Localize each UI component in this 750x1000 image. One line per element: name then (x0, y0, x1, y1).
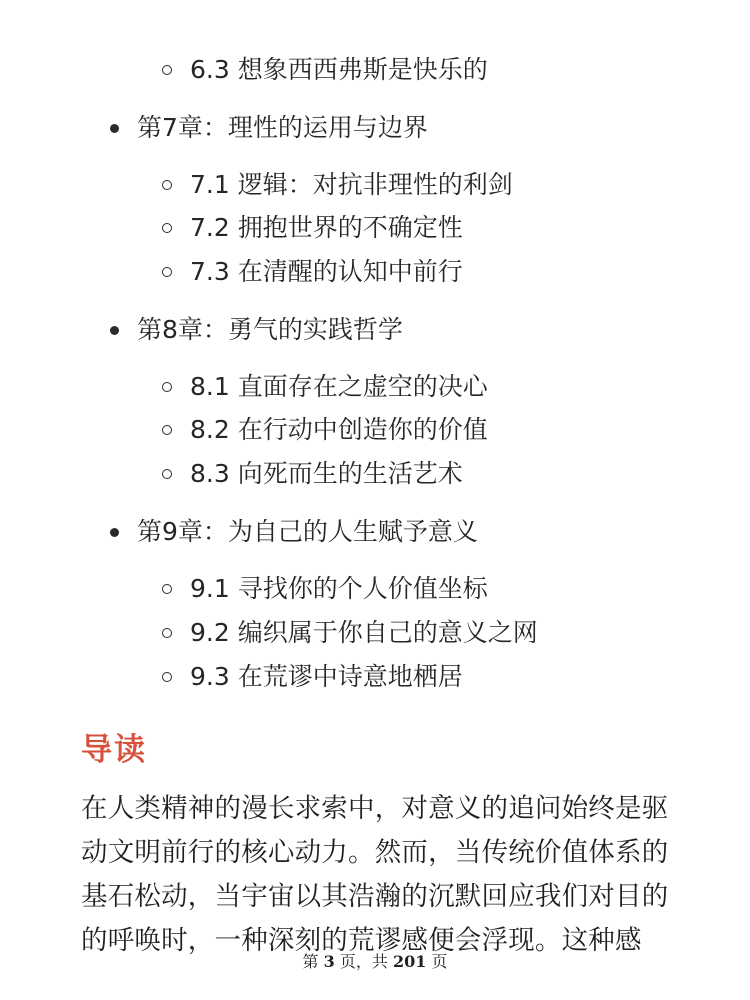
toc-item-label: 9.2 编织属于你自己的意义之网 (190, 618, 538, 647)
hollow-bullet-icon (162, 267, 172, 277)
toc-section-item[interactable] (160, 250, 463, 294)
toc-section-item[interactable] (160, 163, 513, 207)
toc-section-item[interactable] (160, 452, 463, 496)
filled-bullet-icon (110, 124, 119, 133)
toc-section-item[interactable] (160, 48, 488, 92)
toc-section-item[interactable] (160, 408, 488, 452)
toc-section-item[interactable] (160, 567, 488, 611)
toc-item-label: 7.3 在清醒的认知中前行 (190, 257, 463, 286)
toc-item-label: 9.1 寻找你的个人价值坐标 (190, 574, 488, 603)
total-page-count: 201 (392, 952, 427, 971)
toc-item-label: 8.3 向死而生的生活艺术 (190, 459, 463, 488)
toc-item-label: 8.1 直面存在之虚空的决心 (190, 372, 488, 401)
toc-item-label: 7.1 逻辑：对抗非理性的利剑 (190, 170, 513, 199)
paragraph-line: 动文明前行的核心动力。然而，当传统价值体系的 (81, 837, 669, 868)
hollow-bullet-icon (162, 65, 172, 75)
hollow-bullet-icon (162, 628, 172, 638)
toc-item-label: 8.2 在行动中创造你的价值 (190, 415, 488, 444)
toc-chapter-item[interactable] (108, 510, 478, 554)
toc-section-item[interactable] (160, 655, 463, 699)
current-page-number: 3 (323, 952, 335, 971)
hollow-bullet-icon (162, 425, 172, 435)
hollow-bullet-icon (162, 180, 172, 190)
paragraph-line: 在人类精神的漫长求索中，对意义的追问始终是驱 (81, 793, 669, 824)
page-footer (0, 950, 750, 974)
toc-section-item[interactable] (160, 365, 488, 409)
toc-section-item[interactable] (160, 611, 538, 655)
toc-chapter-item[interactable] (108, 308, 403, 352)
toc-item-label: 9.3 在荒谬中诗意地栖居 (190, 662, 463, 691)
footer-middle: 页，共 (339, 952, 388, 971)
toc-item-label: 7.2 拥抱世界的不确定性 (190, 213, 463, 242)
hollow-bullet-icon (162, 382, 172, 392)
toc-item-label: 第9章：为自己的人生赋予意义 (137, 517, 478, 546)
toc-item-label: 第7章：理性的运用与边界 (137, 113, 428, 142)
intro-paragraph (81, 787, 681, 963)
hollow-bullet-icon (162, 223, 172, 233)
hollow-bullet-icon (162, 469, 172, 479)
filled-bullet-icon (110, 528, 119, 537)
paragraph-line: 的呼唤时，一种深刻的荒谬感便会浮现。这种感 (81, 925, 642, 956)
toc-item-label: 第8章：勇气的实践哲学 (137, 315, 403, 344)
filled-bullet-icon (110, 326, 119, 335)
footer-prefix: 第 (302, 952, 319, 971)
toc-section-item[interactable] (160, 206, 463, 250)
hollow-bullet-icon (162, 672, 172, 682)
footer-suffix: 页 (431, 952, 448, 971)
paragraph-line: 基石松动，当宇宙以其浩瀚的沉默回应我们对目的 (81, 881, 669, 912)
toc-chapter-item[interactable] (108, 106, 428, 150)
toc-item-label: 6.3 想象西西弗斯是快乐的 (190, 55, 488, 84)
hollow-bullet-icon (162, 584, 172, 594)
section-heading-intro: 导读 (81, 732, 147, 768)
